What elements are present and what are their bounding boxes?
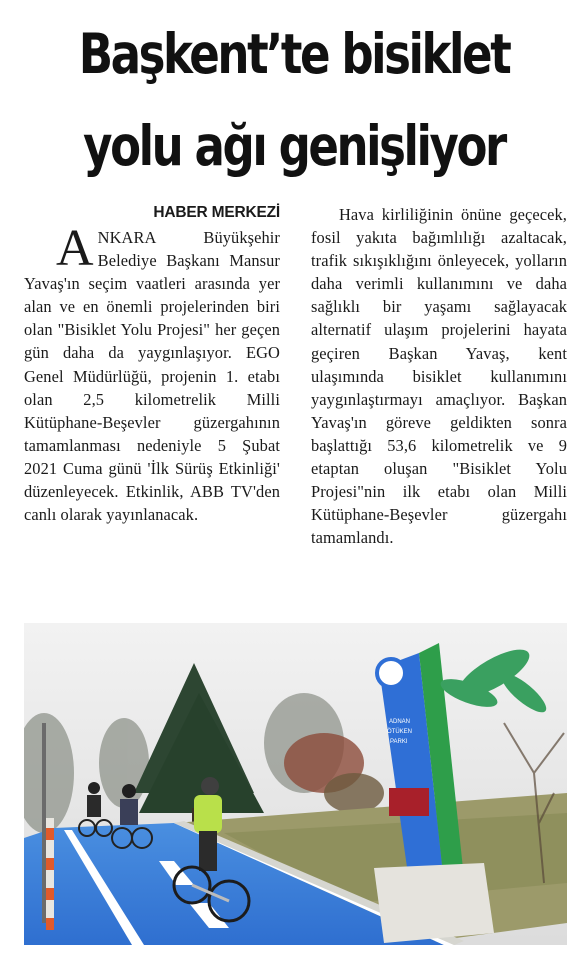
bike-lane-illustration — [24, 623, 567, 945]
paragraph-2: Hava kirliliğinin önüne geçecek, fosil yakıta bağımlılığı azaltacak, trafik sıkışıklığını önleyecek, yolların daha verimli kullanımını ve daha sağlıklı bir yaşamı sağlayacak alternatif ulaşım projelerini hayata geçiren Başkan Yavaş, kent ulaşımında bisiklet kullanımını yaygınlaştırmayı amaçlıyor. Başkan Yavaş'ın göreve geldikten sonra başlattığı 53,6 kilometrelik ve 9 etaptan oluşan "Bisiklet Yolu Projesi"nin ilk etabı olan Milli Kütüphane-Beşevler güzergahı tamamlandı. — [311, 205, 567, 548]
headline-line-2: yolu ağı genişliyor — [83, 114, 505, 178]
sign-text-line-3: PARKI — [390, 739, 408, 745]
paragraph-1 — [24, 220, 280, 526]
drop-cap: A — [56, 220, 94, 277]
traffic-barriers — [46, 818, 54, 930]
byline: HABER MERKEZİ — [153, 204, 280, 221]
sign-text-line-2: ÖTÜKEN — [387, 729, 413, 735]
headline-line-1: Başkent’te bisiklet — [78, 22, 510, 86]
news-photo — [24, 623, 567, 945]
paragraph-1-text: NKARA Büyükşehir Belediye Başkanı Mansur Yavaş'ın seçim vaatleri arasında yer alan ve en önemli projelerinden biri olan "Bisiklet Yolu Projesi" her geçen gün daha da yaygınlaşıyor. EGO Genel Müdürlüğü, projenin 1. etabı olan 2,5 kilometrelik Milli Kütüphane-Beşevler güzergahının tamamlanması nedeniyle 5 Şubat 2021 Cuma günü 'İlk Sürüş Etkinliği' düzenleyecek. Etkinlik, ABB TV'den canlı olarak yayınlanacak. — [24, 228, 280, 525]
article-column-left — [24, 203, 280, 526]
headline — [64, 8, 523, 192]
article-column-right — [311, 203, 567, 549]
sign-text-line-1: ADNAN — [389, 719, 411, 725]
